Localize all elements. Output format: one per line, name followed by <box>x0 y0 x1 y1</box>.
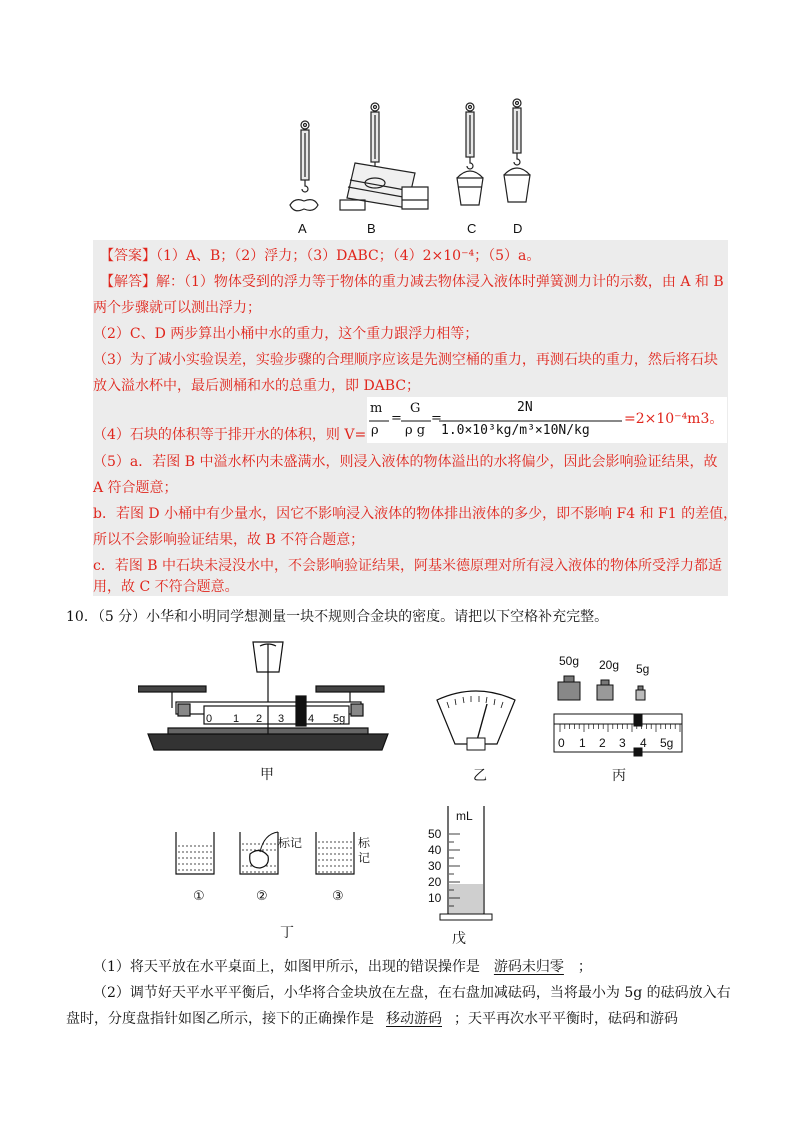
cylinder-unit: mL <box>456 809 473 823</box>
bing-tick-5: 5g <box>660 736 674 750</box>
sub-question-1-answer: 游码未归零 <box>493 959 564 975</box>
volume-formula <box>367 397 727 443</box>
figure-label-wu: 戊 <box>452 930 466 946</box>
beaker-label-2: ② <box>256 888 268 903</box>
solution-line-formula: （4）石块的体积等于排开水的体积，则 V= <box>93 427 367 443</box>
solution-line: c．若图 B 中石块未浸没水中，不会影响验证结果，阿基米德原理对所有浸入液体的物体所受浮力都适 <box>93 558 723 574</box>
jia-tick-0: 0 <box>206 713 213 725</box>
jia-tick-4: 4 <box>308 713 315 725</box>
equals-sign: = <box>391 411 402 426</box>
figure-label-b: B <box>367 221 376 236</box>
sub-question-2-line2 <box>66 1006 678 1032</box>
sub-question-1 <box>93 954 592 980</box>
figure-label-ding: 丁 <box>280 924 294 940</box>
mark-label-beaker2: 标记 <box>278 836 303 850</box>
solution-line: 用，故 C 不符合题意。 <box>93 579 239 595</box>
cyl-tick-30: 30 <box>428 859 442 873</box>
weights-figure-bing <box>552 670 686 758</box>
weight-label-20g: 20g <box>599 658 620 672</box>
cyl-tick-10: 10 <box>428 891 442 905</box>
spring-scale-d <box>504 99 530 202</box>
figure-label-jia: 甲 <box>260 766 274 782</box>
weight-label-5g: 5g <box>636 662 650 676</box>
jia-tick-5: 5g <box>333 713 346 725</box>
spring-scale-c <box>457 103 483 205</box>
bing-tick-4: 4 <box>640 736 647 750</box>
solution-line: （3）为了减小实验误差，实验步骤的合理顺序应该是先测空桶的重力，再测石块的重力，然后将石块 <box>93 352 718 368</box>
fraction-2-denominator: ρ g <box>405 423 426 438</box>
sub-question-2-answer: 移动游码 <box>386 1011 442 1027</box>
figure-label-d: D <box>513 221 523 236</box>
fraction-3-numerator: 2N <box>517 400 533 415</box>
figure-label-bing: 丙 <box>612 767 626 783</box>
formula-result: =2×10⁻⁴m3。 <box>624 411 724 427</box>
sub-question-2-text: 盘时，分度盘指针如图乙所示，接下的正确操作是 <box>66 1011 374 1027</box>
solution-line: b．若图 D 小桶中有少量水，因它不影响浸入液体的物体排出液体的多少，即不影响 F4 和 F1 的差值， <box>93 506 738 522</box>
fraction-3-denominator: 1.0×10³kg/m³×10N/kg <box>441 423 590 438</box>
spring-scale-b <box>340 103 428 210</box>
sub-question-1-text: （1）将天平放在水平桌面上，如图甲所示，出现的错误操作是 <box>93 959 480 975</box>
balance-figure-jia <box>138 636 400 760</box>
cylinder-figure-wu <box>420 800 500 924</box>
figure-label-a: A <box>298 221 307 236</box>
mark-label-beaker3-top: 标 <box>358 836 371 850</box>
sub-question-2-line1: （2）调节好天平水平平衡后，小华将合金块放在左盘，在右盘加减砝码，当将最小为 5g 的砝码放入右 <box>93 985 731 1001</box>
spring-scale-a <box>290 121 318 211</box>
beaker-label-1: ① <box>193 888 205 903</box>
fraction-2-numerator: G <box>410 401 421 416</box>
figure-label-c: C <box>467 221 477 236</box>
solution-line: 两个步骤就可以测出浮力； <box>93 300 261 316</box>
fraction-1-numerator: m <box>370 401 383 416</box>
jia-tick-2: 2 <box>256 713 263 725</box>
spring-scale-figure <box>280 95 540 237</box>
equals-sign: = <box>431 411 442 426</box>
jia-tick-1: 1 <box>233 713 240 725</box>
beaker-label-3: ③ <box>332 888 344 903</box>
solution-line: A 符合题意； <box>93 480 178 496</box>
solution-line: （2）C、D 两步算出小桶中水的重力，这个重力跟浮力相等； <box>93 326 479 342</box>
solution-line: 所以不会影响验证结果，故 B 不符合题意； <box>93 532 365 548</box>
sub-question-1-suffix: ； <box>577 959 592 975</box>
cyl-tick-20: 20 <box>428 875 442 889</box>
mark-label-beaker3-bottom: 记 <box>358 851 371 865</box>
bing-tick-0: 0 <box>558 736 565 750</box>
cyl-tick-50: 50 <box>428 827 442 841</box>
solution-line: 放入溢水杯中，最后测桶和水的总重力，即 DABC； <box>93 378 421 394</box>
weight-label-50g: 50g <box>559 654 580 668</box>
figure-label-yi: 乙 <box>473 767 487 783</box>
dial-figure-yi <box>433 690 519 752</box>
cyl-tick-40: 40 <box>428 843 442 857</box>
fraction-1-denominator: ρ <box>371 423 379 438</box>
bing-tick-2: 2 <box>599 736 606 750</box>
bing-tick-1: 1 <box>579 736 586 750</box>
answer-line: 【答案】（1）A、B；（2）浮力；（3）DABC；（4）2×10⁻⁴；（5）a。 <box>100 248 541 264</box>
sub-question-2-suffix: ；天平再次水平平衡时，砝码和游码 <box>454 1011 678 1027</box>
jia-tick-3: 3 <box>278 713 285 725</box>
solution-line: 【解答】解：（1）物体受到的浮力等于物体的重力减去物体浸入液体时弹簧测力计的示数，由 A 和 B <box>100 274 724 290</box>
bing-tick-3: 3 <box>619 736 626 750</box>
question-10-stem: 10．（5 分）小华和小明同学想测量一块不规则合金块的密度。请把以下空格补充完整。 <box>66 609 609 625</box>
solution-line: （5）a．若图 B 中溢水杯内未盛满水，则浸入液体的物体溢出的水将偏少，因此会影响验证结果，故 <box>93 454 718 470</box>
